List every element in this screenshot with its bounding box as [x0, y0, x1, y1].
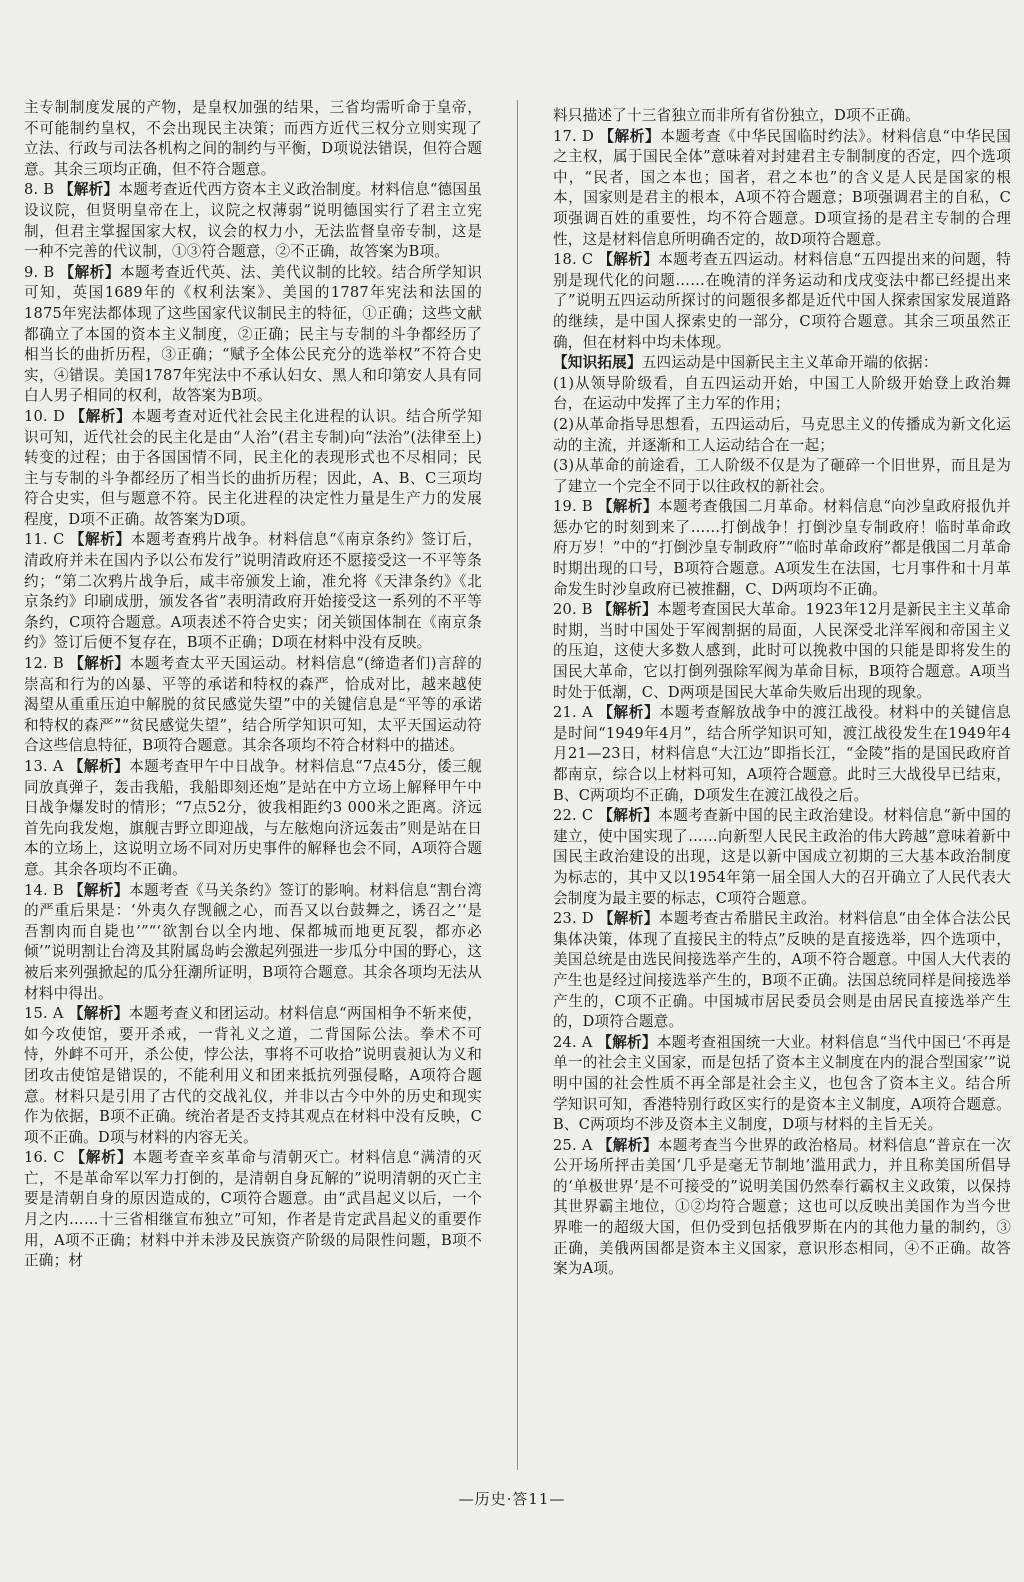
answer-body: 本题考查对近代社会民主化进程的认识。结合所学知识可知，近代社会的民主化是由“人治”(君主专制)向“法治”(法律至上)转变的过程；由于各国国情不同，民主化的表现形式也不尽相同；民主与专制的斗争都经历了相当长的曲折历程；因此，A、B、C三项均符合史实，但与题意不符。民主化进程的决定性力量是生产力的发展程度，D项不正确。故答案为D项。 [24, 407, 482, 528]
analysis-tag: 【解析】 [597, 498, 658, 516]
answer-body: 本题考查当今世界的政治格局。材料信息“普京在一次公开场所抨击美国‘几乎是毫无节制地’滥用武力，并且称美国所倡导的‘单极世界’是不可接受的”说明美国仍然奉行霸权主义政策，以保持其世界霸主地位，①②均符合题意；这也可以反映出美国作为当今世界唯一的超级大国，但仍受到包括俄罗斯在内的其他力量的制约，③正确，美俄两国都是资本主义国家，意识形态相同，④不正确。故答案为A项。 [553, 1136, 1011, 1278]
answer-number: 16. C [24, 1149, 71, 1167]
answer-body: 本题考查太平天国运动。材料信息“(缔造者们)言辞的崇高和行为的凶暴、平等的承诺和特权的森严，恰成对比，越来越使渴望从重重压迫中解脱的贫民感觉失望”中的关键信息是“平等的承诺和特权的森严”“贫民感觉失望”，结合所学知识可知，太平天国运动符合这些信息特征，B项符合题意。其余各项均不符合材料中的描述。 [24, 655, 482, 755]
answer-number: 19. B [553, 498, 598, 516]
answer-body: 本题考查新中国的民主政治建设。材料信息“新中国的建立，使中国实现了……向新型人民民主政治的伟大跨越”意味着新中国民主政治建设的出现，这是以新中国成立初期的三大基本政治制度为标志的，其中又以1954年第一届全国人大的召开确立了人民代表大会制度为最主要的标志，C项符合题意。 [553, 807, 1011, 907]
answer-item [553, 806, 1011, 909]
analysis-tag: 【解析】 [599, 127, 661, 145]
answer-item [24, 757, 482, 881]
analysis-tag: 【解析】 [68, 881, 129, 899]
answer-item [24, 180, 482, 262]
answer-number: 22. C [553, 807, 599, 825]
page-footer: —历史·答11— [458, 1490, 566, 1508]
analysis-tag: 【解析】 [68, 758, 130, 775]
analysis-tag: 【知识拓展】 [553, 354, 642, 372]
analysis-tag: 【解析】 [59, 181, 119, 199]
answer-body: (1)从领导阶级看，自五四运动开始，中国工人阶级开始登上政治舞台，在运动中发挥了主力军的作用； [553, 374, 1011, 413]
analysis-tag: 【解析】 [69, 531, 131, 549]
left-column [24, 98, 482, 1272]
analysis-tag: 【解析】 [69, 655, 130, 673]
answer-number: 13. A [24, 758, 69, 775]
answer-item [553, 497, 1011, 600]
answer-number: 10. D [24, 407, 71, 425]
answer-item [24, 530, 482, 654]
answer-body: 本题考查祖国统一大业。材料信息“当代中国已‘不再是单一的社会主义国家，而是包括了资本主义制度在内的混合型国家’”说明中国的社会性质不再全部是社会主义，也包含了资本主义。结合所学知识可知，香港特别行政区实行的是资本主义制度，A项符合题意。B、C两项均不涉及资本主义制度，D项与材料的主旨无关。 [553, 1033, 1011, 1134]
answer-number: 18. C [553, 251, 599, 269]
analysis-tag: 【解析】 [597, 1033, 657, 1051]
analysis-tag: 【解析】 [598, 910, 659, 928]
answer-item [553, 909, 1011, 1033]
analysis-tag: 【解析】 [597, 1136, 658, 1154]
answer-item [24, 654, 482, 757]
answer-body: 本题考查解放战争中的渡江战役。材料中的关键信息是时间“1949年4月”，结合所学知识可知，渡江战役发生在1949年4月21—23日，材料信息“大江边”即指长江，“金陵”指的是国民政府首都南京，综合以上材料可知，A项符合题意。此时三大战役早已结束，B、C两项均不正确，D项发生在渡江战役之后。 [553, 704, 1011, 804]
answer-number: 8. B [24, 181, 60, 199]
answer-body: 五四运动是中国新民主主义革命开端的依据： [641, 354, 938, 372]
answer-number: 20. B [553, 601, 598, 619]
answer-text [553, 415, 1011, 456]
answer-item [553, 600, 1011, 703]
answer-text [24, 98, 482, 180]
column-divider [517, 100, 518, 1470]
answer-body: 本题考查《马关条约》签订的影响。材料信息“割台湾的严重后果是：‘外夷久存觊觎之心，而吾又以台鼓舞之，诱召之’‘是吾割肉而自毙也’”“‘欲割台以全内地、保都城而地更瓦裂，都亦必倾’”说明割让台湾及其附属岛屿会激起列强进一步瓜分中国的野心，这被后来列强掀起的瓜分狂潮所证明，B项符合题意。其余各项均无法从材料中得出。 [24, 881, 482, 1002]
answer-body: 主专制制度发展的产物，是皇权加强的结果，三省均需听命于皇帝，不可能制约皇权，不会出现民主决策；而西方近代三权分立则实现了立法、行政与司法各机构之间的制约与平衡，D项说法错误，但符合题意。其余三项均正确，但不符合题意。 [24, 99, 482, 178]
answer-number: 9. B [24, 263, 60, 281]
answer-body: 本题考查五四运动。材料信息“五四提出来的问题，特别是现代化的问题……在晚清的洋务运动和戊戌变法中都已经提出来了”说明五四运动所探讨的问题很多都是近代中国人探索国家发展道路的继续，是中国人探索史的一部分，C项符合题意。其余三项虽然正确，但在材料中均未体现。 [553, 251, 1011, 351]
answer-body: (2)从革命指导思想看，五四运动后，马克思主义的传播成为新文化运动的主流，并逐渐和工人运动结合在一起； [553, 415, 1011, 454]
answer-text [553, 374, 1011, 415]
answer-item [24, 263, 482, 407]
analysis-tag: 【解析】 [70, 1149, 133, 1167]
answer-number: 11. C [24, 531, 70, 549]
answer-body: 本题考查国民大革命。1923年12月是新民主主义革命时期，当时中国处于军阀割据的局面，人民深受北洋军阀和帝国主义的压迫，这使大多数人感到，此时可以挽救中国的只能是即将发生的国民大革命，它以打倒列强除军阀为革命目标，B项符合题意。A项当时处于低潮，C、D两项是国民大革命失败后出现的现象。 [553, 601, 1011, 701]
answer-text [553, 456, 1011, 497]
answer-item [24, 407, 482, 531]
answer-item [553, 1136, 1011, 1280]
answer-number: 25. A [553, 1136, 598, 1154]
answer-item [24, 1004, 482, 1148]
answer-item [553, 1033, 1011, 1136]
answer-body: 本题考查俄国二月革命。材料信息“向沙皇政府报仇并惩办它的时刻到来了……打倒战争！打倒沙皇专制政府！临时革命政府万岁！”中的“打倒沙皇专制政府”“临时革命政府”都是俄国二月革命时期出现的口号，B项符合题意。A项发生在法国，七月事件和十月革命发生时沙皇政府已被推翻，C、D两项均不正确。 [553, 498, 1011, 598]
answer-body: 本题考查辛亥革命与清朝灭亡。材料信息“满清的灭亡，不是革命军以军力打倒的，是清朝自身瓦解的”说明清朝的灭亡主要是清朝自身的原因造成的，C项符合题意。由“武昌起义以后，一个月之内……十三省相继宣布独立”可知，作者是肯定武昌起义的重要作用，A项不正确；材料中并未涉及民族资产阶级的局限性问题，B项不正确；材 [24, 1149, 482, 1270]
analysis-tag: 【解析】 [70, 407, 132, 425]
answer-body: 本题考查义和团运动。材料信息“两国相争不斩来使，如今攻使馆，要开杀戒，一背礼义之道，二背国际公法。拳术不可恃，外衅不可开，杀公使，悖公法，事将不可收拾”说明袁昶认为义和团攻击使馆是错误的，不能利用义和团来抵抗列强侵略，A项符合题意。材料只是引用了古代的交战礼仪，并非以古今中外的历史和现实作为依据，B项不正确。统治者是否支持其观点在材料中没有反映，C项不正确。D项与材料的内容无关。 [24, 1005, 482, 1146]
answer-number: 12. B [24, 655, 70, 673]
answer-body: 料只描述了十三省独立而非所有省份独立，D项不正确。 [553, 107, 920, 124]
answer-body: 本题考查近代英、法、美代议制的比较。结合所学知识可知，英国1689年的《权利法案》、美国的1787年宪法和法国的1875年宪法都体现了这些国家代议制民主的特征，①正确；这些文献都确立了本国的资本主义制度，②正确；民主与专制的斗争都经历了相当长的曲折历程，③正确；“赋予全体公民充分的选举权”不符合史实，④错误。美国1787年宪法中不承认妇女、黑人和印第安人具有同白人男子相同的权利，故答案为B项。 [24, 263, 482, 405]
right-column [553, 106, 1011, 1280]
analysis-tag: 【解析】 [59, 263, 120, 281]
analysis-tag: 【解析】 [597, 601, 657, 619]
answer-text [553, 106, 1011, 127]
answer-item [24, 1148, 482, 1272]
analysis-tag: 【解析】 [68, 1005, 129, 1023]
analysis-tag: 【解析】 [598, 704, 660, 722]
answer-item [24, 881, 482, 1005]
answer-item [553, 250, 1011, 353]
answer-number: 14. B [24, 881, 69, 899]
answer-number: 24. A [553, 1033, 598, 1051]
answer-number: 23. D [553, 910, 599, 928]
answer-body: 本题考查甲午中日战争。材料信息“7点45分，倭三舰同放真弹子，轰击我船，我船即刻还炮”是站在中方立场上解释甲午中日战争爆发时的情形；“7点52分，彼我相距约3 000米之距离。济远首先向我发炮，旗舰吉野立即迎战，与左舷炮向济远轰击”则是站在日本的立场上，这说明立场不同对历史事件的解释也会不同，A项符合题意。其余各项均不正确。 [24, 758, 482, 878]
answer-number: 17. D [553, 127, 600, 145]
answer-number: 15. A [24, 1005, 69, 1023]
answer-item [553, 703, 1011, 806]
answer-number: 21. A [553, 704, 599, 722]
answer-body: (3)从革命的前途看，工人阶级不仅是为了砸碎一个旧世界，而且是为了建立一个完全不同于以往政权的新社会。 [553, 457, 1011, 495]
answer-body: 本题考查鸦片战争。材料信息“《南京条约》签订后，清政府并未在国内予以公布发行”说明清政府还不愿接受这一不平等条约；“第二次鸦片战争后，咸丰帝颁发上谕，准允将《天津条约》《北京条约》印刷成册，颁发各省”表明清政府开始接受这一系列的不平等条约，C项符合题意。A项表述不符合史实；闭关锁国体制在《南京条约》签订后便不复存在，B项不正确；D项在材料中没有反映。 [24, 531, 482, 652]
answer-body: 本题考查古希腊民主政治。材料信息“由全体合法公民集体决策，体现了直接民主的特点”反映的是直接选举，四个选项中，美国总统是由选民间接选举产生的，A项不符合题意。中国人大代表的产生也是经过间接选举产生的，B项不正确。法国总统同样是间接选举产生的，C项不正确。中国城市居民委员会则是由居民直接选举产生的，D项符合题意。 [553, 910, 1011, 1031]
analysis-tag: 【解析】 [598, 807, 659, 825]
answer-item [553, 127, 1011, 251]
knowledge-extension [553, 353, 1011, 374]
analysis-tag: 【解析】 [598, 251, 659, 269]
answer-body: 本题考查近代西方资本主义政治制度。材料信息“德国虽设议院，但贤明皇帝在上，议院之权薄弱”说明德国实行了君主立宪制，但君主掌握国家大权，议会的权力小，无法监督皇帝专制，这是一种不完善的代议制，①③符合题意，②不正确，故答案为B项。 [24, 181, 482, 261]
answer-body: 本题考查《中华民国临时约法》。材料信息“中华民国之主权，属于国民全体”意味着对封建君主专制制度的否定，四个选项中，“民者，国之本也；国者，君之本也”的含义是人民是国家的根本，国家则是君主的根本，A项不符合题意；B项强调君主的自私，C项强调百姓的重要性，均不符合题意。D项宣扬的是君主专制的合理性，这是材料信息所明确否定的，故D项符合题意。 [553, 127, 1012, 248]
